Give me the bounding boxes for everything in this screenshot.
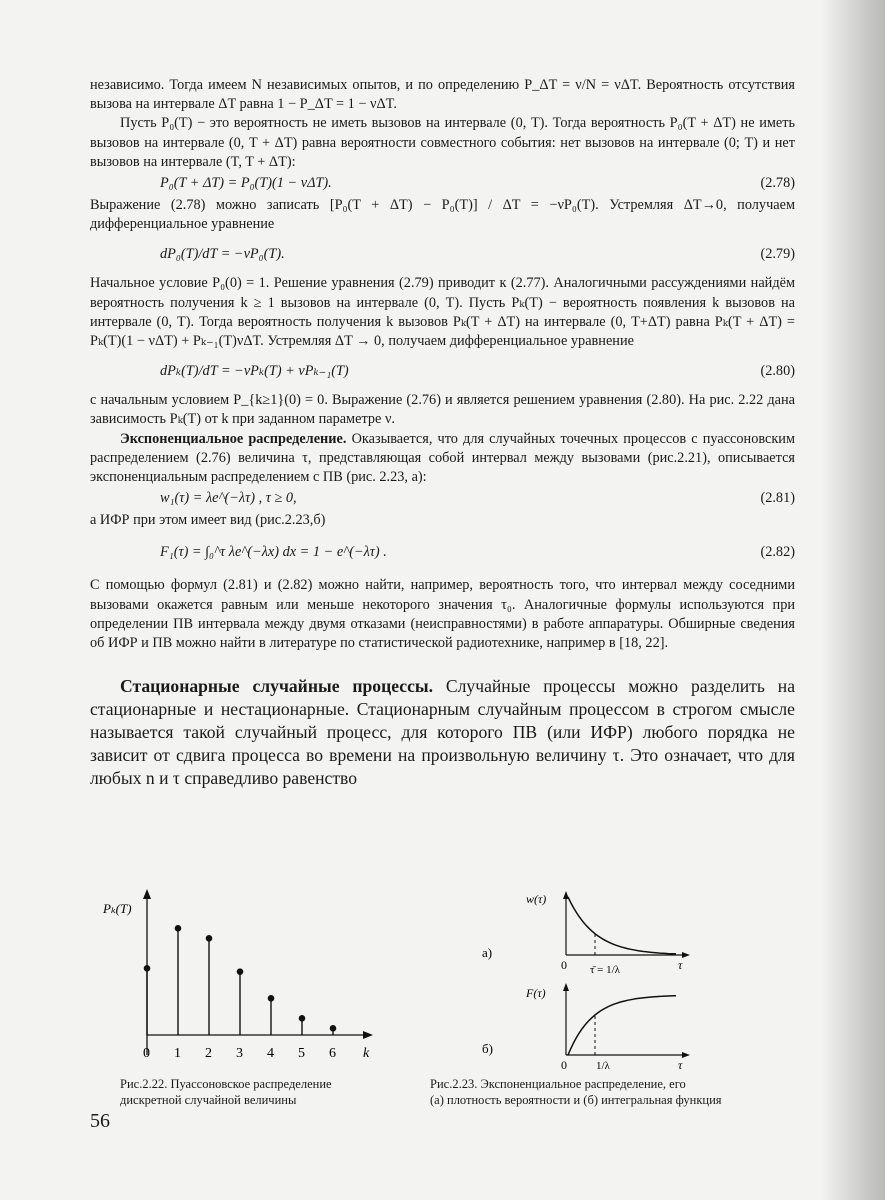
paragraph-1: независимо. Тогда имеем N независимых опытов, и по определению P_ΔT = ν/N = νΔT. Вероятность отсутствия вызова на интервале ΔT равна 1 − P_ΔT = 1 − νΔT. xyxy=(90,77,795,113)
caption-line: (а) плотность вероятности и (б) интегральная функция xyxy=(430,1093,722,1107)
figure-2-23-caption xyxy=(430,1076,722,1108)
x-axis-arrow xyxy=(363,1031,373,1039)
mean-label: τ̄ = 1/λ xyxy=(590,964,621,976)
poisson-stems xyxy=(143,925,336,1061)
point-k6 xyxy=(330,1025,337,1032)
tick-label-k2: 2 xyxy=(205,1046,212,1061)
equation-formula: F₁(τ) = ∫₀^τ λe^(−λx) dx = 1 − e^(−λτ) . xyxy=(160,544,387,561)
tick-label-k5: 5 xyxy=(298,1046,305,1061)
cdf-y-arrow xyxy=(563,983,569,991)
panel-label-a: а) xyxy=(482,945,493,960)
page-body xyxy=(90,76,795,790)
tick-label-k0: 0 xyxy=(143,1046,150,1061)
paragraph-4: Начальное условие P₀(0) = 1. Решение уравнения (2.79) приводит к (2.77). Аналогичными рассуждениями найдём вероятность получения k ≥ 1 вызовов на интервале (0, T). Пусть Pₖ(T) − вероятность появления k вызовов на интервале (0, T). Тогда вероятность получения k вызовов Pₖ(T + ΔT) на интервале (0, T+ΔT) равна Pₖ(T + ΔT) = Pₖ(T)(1 − νΔT) + Pₖ₋₁(T)νΔT. Устремляя ΔT → 0, получаем дифференциальное уравнение xyxy=(90,275,795,350)
equation-number: (2.82) xyxy=(760,544,795,561)
y-axis-label: Pₖ(T) xyxy=(103,901,132,916)
equation-number: (2.78) xyxy=(760,175,795,192)
tau-axis-label: τ xyxy=(678,958,683,972)
y-axis-arrow xyxy=(143,889,151,899)
paragraph-6 xyxy=(90,430,795,488)
point-k2 xyxy=(206,935,213,942)
tick-label-k3: 3 xyxy=(236,1046,243,1061)
density-x-arrow xyxy=(682,952,690,958)
point-k1 xyxy=(175,925,182,932)
caption-line: Рис.2.22. Пуассоновское распределение xyxy=(120,1077,332,1091)
equation-formula: P₀(T + ΔT) = P₀(T)(1 − νΔT). xyxy=(160,175,332,192)
cdf-curve xyxy=(568,996,676,1055)
point-k3 xyxy=(237,968,244,975)
cdf-tau-axis-label: τ xyxy=(678,1058,683,1072)
paragraph-3: Выражение (2.78) можно записать [P₀(T + ΔT) − P₀(T)] / ΔT = −νP₀(T). Устремляя ΔT→0, получаем дифференциальное уравнение xyxy=(90,197,795,233)
tick-label-k6: 6 xyxy=(329,1046,336,1061)
paragraph-8: С помощью формул (2.81) и (2.82) можно найти, например, вероятность того, что интервал между соседними вызовами окажется равным или меньше некоторого значения τ₀. Аналогичные формулы используются при определении ПВ интервала между двумя отказами (неисправностями) в работе аппаратуры. Обширные сведения об ИФР и ПВ можно найти в литературе по статистической радиотехнике, например в [18, 22]. xyxy=(90,577,795,652)
section-heading-exponential: Экспоненциальное распределение. xyxy=(120,430,347,447)
cdf-x-arrow xyxy=(682,1052,690,1058)
equation-number: (2.80) xyxy=(760,363,795,380)
equation-formula: w₁(τ) = λe^(−λτ) , τ ≥ 0, xyxy=(160,490,297,507)
cdf-label: F(τ) xyxy=(526,986,546,1000)
paragraph-5: с начальным условием P_{k≥1}(0) = 0. Выражение (2.76) и является решением уравнения (2.80). На рис. 2.22 дана зависимость Pₖ(T) от k при заданном параметре ν. xyxy=(90,392,795,428)
point-k0 xyxy=(144,965,151,972)
equation-formula: dPₖ(T)/dT = −νPₖ(T) + νPₖ₋₁(T) xyxy=(160,363,349,380)
caption-line: дискретной случайной величины xyxy=(120,1093,297,1107)
figure-2-23-exponential-plots xyxy=(478,885,708,1075)
panel-label-b: б) xyxy=(482,1041,493,1056)
page-number: 56 xyxy=(90,1110,110,1132)
equation-number: (2.81) xyxy=(760,490,795,507)
density-curve xyxy=(568,897,676,954)
tick-label-k4: 4 xyxy=(267,1046,274,1061)
equation-2-81 xyxy=(90,487,795,511)
origin-label: 0 xyxy=(561,958,567,972)
cdf-origin-label: 0 xyxy=(561,1058,567,1072)
paragraph-2: Пусть P₀(T) − это вероятность не иметь вызовов на интервале (0, T). Тогда вероятность P₀(T + ΔT) не иметь вызовов на интервале (0, T + ΔT) равна вероятности совместного события: нет вызовов на интервале (0; T) и нет вызовов на интервале (T, T + ΔT): xyxy=(90,115,795,170)
equation-2-79 xyxy=(90,234,795,274)
paragraph-7: а ИФР при этом имеет вид (рис.2.23,б) xyxy=(90,512,326,529)
page-edge-shadow xyxy=(821,0,885,1200)
tick-label-k1: 1 xyxy=(174,1046,181,1061)
section-heading-stationary: Стационарные случайные процессы. xyxy=(120,676,434,697)
point-k5 xyxy=(299,1015,306,1022)
density-label: w(τ) xyxy=(526,892,547,906)
figure-2-22-poisson-chart xyxy=(95,885,395,1070)
equation-formula: dP₀(T)/dT = −νP₀(T). xyxy=(160,246,285,263)
equation-number: (2.79) xyxy=(760,246,795,263)
paragraph-9 xyxy=(90,675,795,790)
figure-2-22-caption xyxy=(120,1076,332,1108)
equation-2-80 xyxy=(90,351,795,391)
caption-line: Рис.2.23. Экспоненциальное распределение, его xyxy=(430,1077,686,1091)
paragraph-6-text: Оказывается, что для случайных точечных процессов с пуассоновским распределением (2.76) величина τ, представляющая собой интервал между вызовами (рис.2.21), описывается экспоненциальным распределением с ПВ (рис. 2.23, а): xyxy=(90,430,795,486)
equation-2-82 xyxy=(90,530,795,576)
point-k4 xyxy=(268,995,275,1002)
paragraph-9-text: Случайные процессы можно разделить на стационарные и нестационарные. Стационарным случайным процессом в строгом смысле называется такой случайный процесс, для которого ПВ (или ИФР) любого порядка не зависит от сдвига процесса во времени на произвольную величину τ. Это означает, что для любых n и τ справедливо равенство xyxy=(90,676,795,789)
equation-2-78 xyxy=(90,172,795,196)
x-axis-label: k xyxy=(363,1046,370,1061)
inverse-lambda-label: 1/λ xyxy=(596,1060,610,1072)
